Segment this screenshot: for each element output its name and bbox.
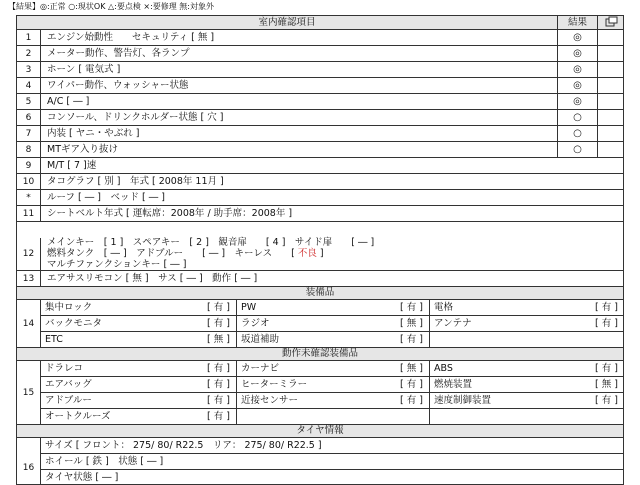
equipment-label: アドブルー [45,395,92,406]
equipment-label: オートクルーズ [45,411,111,422]
check-item-text: 内装 [ ヤニ・やぶれ ] [47,128,140,139]
unchecked-section-title: 動作未確認装備品 [17,348,623,361]
equipment-value: [ 有 ] [207,379,230,390]
tire-text: ホイール [ 鉄 ] 状態 [ ― ] [45,456,164,467]
check-row [17,174,623,190]
row-number: 5 [17,94,41,109]
check-result: ◎ [557,78,597,93]
unchecked-grid [17,361,623,425]
keyless-status: 不良 [297,248,317,259]
check-row [17,142,623,158]
equipment-label: PW [241,302,257,313]
row-12-keys [17,238,623,271]
equipment-value: [ 無 ] [207,334,230,345]
check-row [17,46,623,62]
equipment-cell [237,377,430,393]
check-item-text: シートベルト年式 [ 運転席：2008年 / 助手席：2008年 ] [47,208,293,219]
check-row [17,62,623,78]
check-item-text: コンソール、ドリンクホルダー状態 [ 穴 ] [47,112,224,123]
equipment-value: [ 無 ] [400,318,423,329]
key-line-3: マルチファンクションキー [ ― ] [47,259,187,270]
interior-header [17,16,623,30]
row-number: 3 [17,62,41,77]
row-number: 1 [17,30,41,45]
equipment-cell [41,316,237,332]
key-line-2: 燃料タンク [ ― ] アドブルー [ ― ] キーレス [ 不良 ] [47,248,324,259]
equipment-value: [ 有 ] [207,318,230,329]
equipment-cell [41,377,237,393]
row-number: 13 [17,271,41,286]
equipment-cell [237,361,430,377]
equipment-value: [ 有 ] [400,395,423,406]
equipment-value: [ 有 ] [400,302,423,313]
interior-title: 室内確認項目 [258,17,316,28]
row-number: 8 [17,142,41,157]
row-13-air-suspension [17,271,623,287]
equipment-label: エアバッグ [45,379,92,390]
check-result: ○ [557,126,597,141]
equipment-cell [41,300,237,316]
tire-grid [17,438,623,485]
equipment-cell [430,377,624,393]
copy-icon[interactable] [597,16,624,30]
equipment-cell [237,316,430,332]
tire-text: サイズ [ フロント： 275/ 80/ R22.5 リア： 275/ 80/ R22.5 ] [45,440,322,451]
check-item-text: ワイパー動作、ウォッシャー状態 [47,80,189,91]
equipment-label: ドラレコ [45,363,84,374]
empty-cell [597,110,624,125]
empty-cell [597,62,624,77]
equipment-cell [237,300,430,316]
check-result: ○ [557,142,597,157]
tire-text: タイヤ状態 [ ― ] [45,472,119,483]
check-item-text: ホーン [ 電気式 ] [47,64,121,75]
row-number: 4 [17,78,41,93]
check-item-text: M/T [ 7 ]速 [47,160,97,171]
equipment-section-title: 装備品 [17,287,623,300]
tire-line [41,438,624,454]
row-number: * [17,190,41,205]
equipment-value: [ 有 ] [400,334,423,345]
key-line-1: メインキー [ 1 ] スペアキー [ 2 ] 観音扉 [ 4 ] サイド扉 [ ― ] [47,237,375,248]
equipment-value: [ 有 ] [595,363,618,374]
row-number: 7 [17,126,41,141]
row-text: エアサスリモコン [ 無 ] サス [ ― ] 動作 [ ― ] [47,273,258,284]
check-row [17,30,623,46]
equipment-value: [ 有 ] [595,302,618,313]
check-row [17,94,623,110]
equipment-value: [ 有 ] [207,363,230,374]
tire-line [41,454,624,470]
result-legend: 【結果】◎:正常 ○:現状OK △:要点検 ×:要修理 無:対象外 [8,2,215,11]
check-result: ◎ [557,62,597,77]
row-number: 9 [17,158,41,173]
equipment-cell [430,361,624,377]
empty-cell [597,46,624,61]
equipment-label: ABS [434,363,453,374]
row-number: 10 [17,174,41,189]
equipment-value: [ 有 ] [207,395,230,406]
equipment-label: 電格 [434,302,454,313]
check-row [17,206,623,222]
equipment-value: [ 有 ] [595,395,618,406]
equipment-label: 集中ロック [45,302,93,313]
equipment-label: ラジオ [241,318,270,329]
result-column-title: 結果 [557,16,597,30]
equipment-label: ETC [45,334,63,345]
check-item-text: エンジン始動性 セキュリティ [ 無 ] [47,32,215,43]
tire-section-title: タイヤ情報 [17,425,623,438]
check-item-text: MTギア入り抜け [47,144,118,155]
check-row [17,78,623,94]
equipment-value: [ 有 ] [595,318,618,329]
equipment-cell [237,393,430,409]
empty-cell [597,94,624,109]
equipment-grid [17,300,623,348]
equipment-cell [41,332,237,348]
equipment-value: [ 有 ] [207,302,230,313]
check-result: ◎ [557,30,597,45]
equipment-label: ヒーターミラー [241,379,308,390]
row-number: 14 [17,300,41,348]
equipment-value: [ 無 ] [595,379,618,390]
equipment-cell [41,361,237,377]
equipment-value: [ 無 ] [400,363,423,374]
equipment-cell [430,393,624,409]
row-number: 15 [17,361,41,425]
equipment-label: 燃焼装置 [434,379,473,390]
check-result: ◎ [557,46,597,61]
row-number: 12 [17,238,41,270]
inspection-sheet [16,15,624,485]
check-row [17,110,623,126]
check-item-text: ルーフ [ ― ] ベッド [ ― ] [47,192,165,203]
equipment-cell [430,316,624,332]
equipment-cell [430,300,624,316]
equipment-cell [41,409,237,425]
empty-cell [597,30,624,45]
row-number: 11 [17,206,41,221]
check-item-text: メーター動作、警告灯、各ランプ [47,48,190,59]
row-number: 16 [17,438,41,485]
row-number: 2 [17,46,41,61]
equipment-cell [237,332,430,348]
equipment-value: [ 有 ] [400,379,423,390]
check-item-text: タコグラフ [ 別 ] 年式 [ 2008年 11月 ] [47,176,224,187]
equipment-cell [430,332,624,348]
equipment-label: 坂道補助 [241,334,280,345]
check-result: ○ [557,110,597,125]
empty-cell [597,142,624,157]
check-result: ◎ [557,94,597,109]
equipment-label: 速度制御装置 [434,395,492,406]
row-number: 6 [17,110,41,125]
check-row [17,190,623,206]
empty-cell [597,126,624,141]
equipment-label: アンテナ [434,318,472,329]
check-item-text: A/C [ ― ] [47,96,90,107]
equipment-label: 近接センサー [241,395,299,406]
equipment-label: カーナビ [241,363,280,374]
equipment-cell [430,409,624,425]
equipment-label: バックモニタ [45,318,103,329]
empty-cell [597,78,624,93]
check-row [17,126,623,142]
equipment-cell [41,393,237,409]
equipment-cell [237,409,430,425]
equipment-value: [ 有 ] [207,411,230,422]
tire-line [41,470,624,485]
check-row [17,158,623,174]
